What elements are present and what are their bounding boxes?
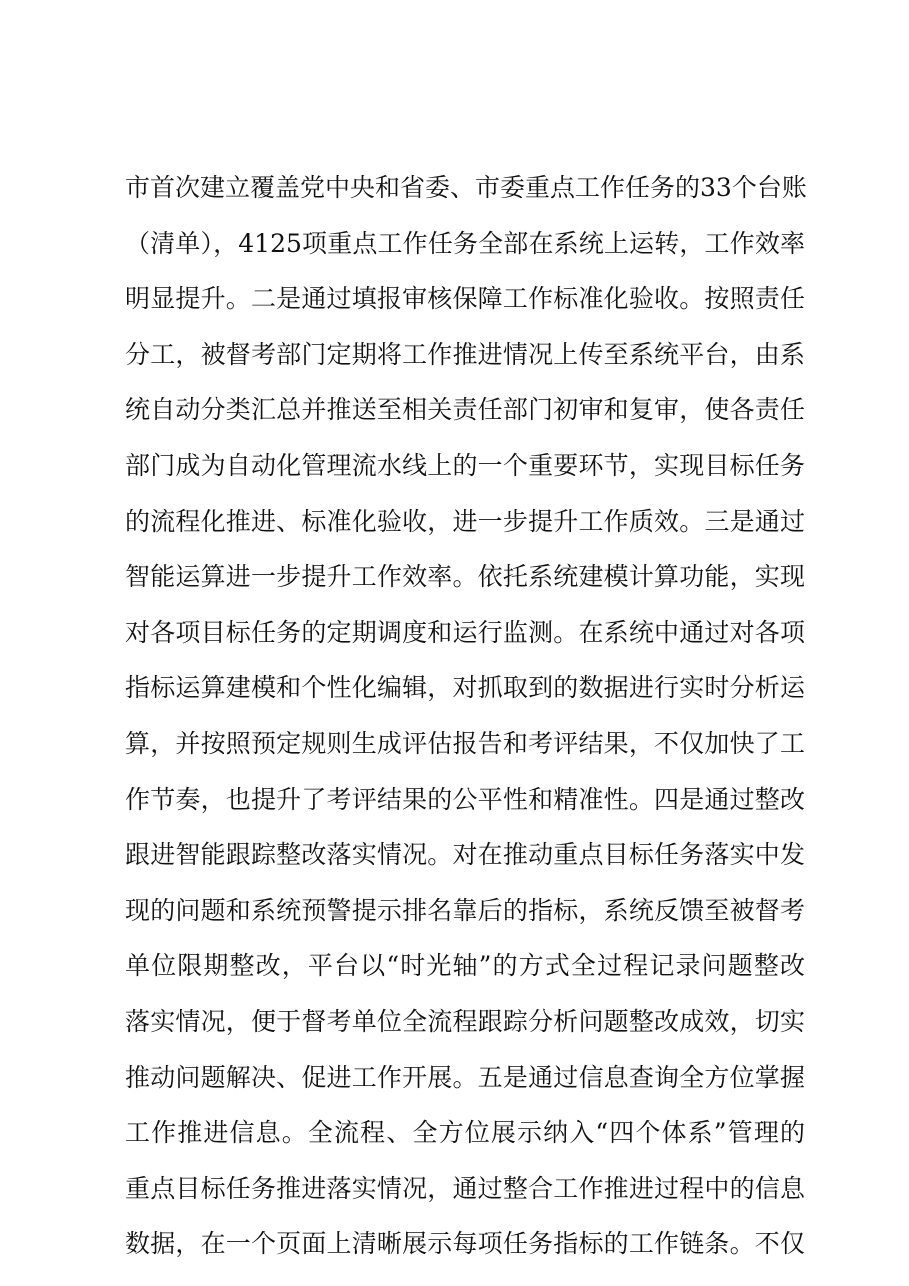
text-line: 数据，在一个页面上清晰展示每项任务指标的工作链条。不仅 — [125, 1229, 805, 1259]
text-line: 部门成为自动化管理流水线上的一个重要环节，实现目标任务 — [125, 450, 805, 480]
text-line: 单位限期整改，平台以“时光轴”的方式全过程记录问题整改 — [125, 951, 805, 981]
text-line: 跟进智能跟踪整改落实情况。对在推动重点目标任务落实中发 — [125, 840, 805, 870]
text-line: 算，并按照预定规则生成评估报告和考评结果，不仅加快了工 — [125, 728, 805, 758]
text-line: 重点目标任务推进落实情况，通过整合工作推进过程中的信息 — [125, 1173, 805, 1203]
text-line: 作节奏，也提升了考评结果的公平性和精准性。四是通过整改 — [125, 784, 805, 814]
text-line: （清单），4125项重点工作任务全部在系统上运转，工作效率 — [125, 228, 805, 258]
text-line: 市首次建立覆盖党中央和省委、市委重点工作任务的33个台账 — [125, 173, 807, 202]
text-line: 工作推进信息。全流程、全方位展示纳入“四个体系”管理的 — [125, 1118, 805, 1148]
text-line: 分工，被督考部门定期将工作推进情况上传至系统平台，由系 — [125, 339, 805, 369]
text-line: 统自动分类汇总并推送至相关责任部门初审和复审，使各责任 — [125, 395, 805, 425]
text-line: 智能运算进一步提升工作效率。依托系统建模计算功能，实现 — [125, 562, 805, 592]
text-line: 明显提升。二是通过填报审核保障工作标准化验收。按照责任 — [125, 284, 805, 314]
text-line: 指标运算建模和个性化编辑，对抓取到的数据进行实时分析运 — [125, 673, 805, 703]
text-line: 推动问题解决、促进工作开展。五是通过信息查询全方位掌握 — [125, 1062, 805, 1092]
text-line: 的流程化推进、标准化验收，进一步提升工作质效。三是通过 — [125, 506, 805, 536]
text-line: 落实情况，便于督考单位全流程跟踪分析问题整改成效，切实 — [125, 1006, 805, 1036]
text-line: 对各项目标任务的定期调度和运行监测。在系统中通过对各项 — [125, 617, 805, 647]
body-paragraph — [125, 160, 805, 1272]
text-line: 现的问题和系统预警提示排名靠后的指标，系统反馈至被督考 — [125, 895, 805, 925]
